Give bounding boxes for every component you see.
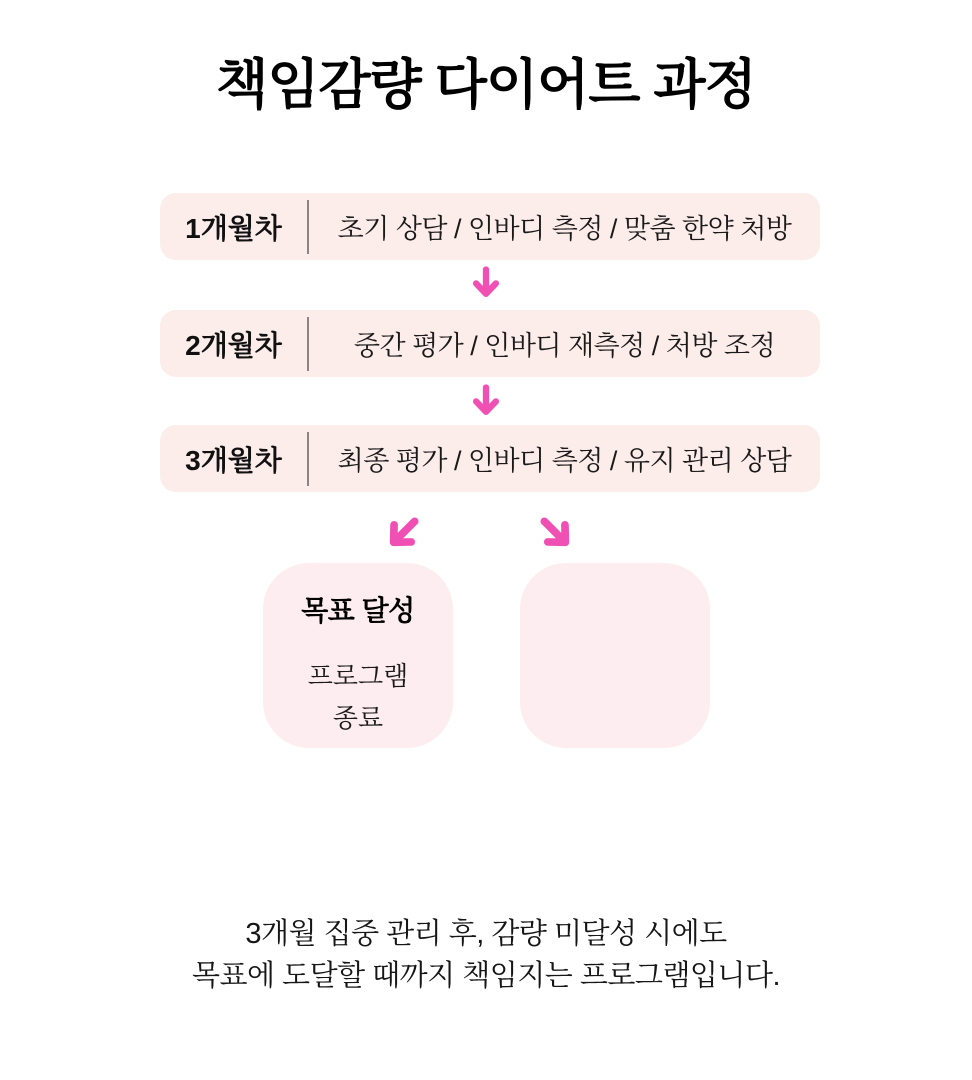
arrow-down-icon [468, 383, 504, 419]
step-label: 2개월차 [185, 329, 282, 361]
outcome-line: 프로그램 [307, 661, 409, 691]
step-row-month-3 [160, 425, 820, 492]
step-row-month-1 [160, 193, 820, 260]
page-title: 책임감량 다이어트 과정 [216, 55, 756, 115]
footer-caption [0, 913, 972, 997]
step-description: 중간 평가 / 인바디 재측정 / 처방 조정 [353, 331, 776, 361]
outcome-card-empty [520, 563, 710, 748]
step-label: 1개월차 [185, 212, 282, 244]
outcome-line: 종료 [332, 703, 384, 733]
step-label: 3개월차 [185, 444, 282, 476]
footer-line-1: 3개월 집중 관리 후, 감량 미달성 시에도 [245, 918, 727, 950]
step-description: 최종 평가 / 인바디 측정 / 유지 관리 상담 [337, 446, 792, 476]
arrow-down-right-icon [525, 502, 587, 564]
arrow-down-left-icon [372, 502, 434, 564]
step-description: 초기 상담 / 인바디 측정 / 맞춤 한약 처방 [337, 214, 792, 244]
outcome-title: 목표 달성 [301, 595, 415, 626]
arrow-down-icon [468, 265, 504, 301]
footer-line-2: 목표에 도달할 때까지 책임지는 프로그램입니다. [191, 960, 781, 992]
step-row-month-2 [160, 310, 820, 377]
outcome-card-goal-achieved [263, 563, 453, 748]
outcome-description [263, 655, 453, 739]
